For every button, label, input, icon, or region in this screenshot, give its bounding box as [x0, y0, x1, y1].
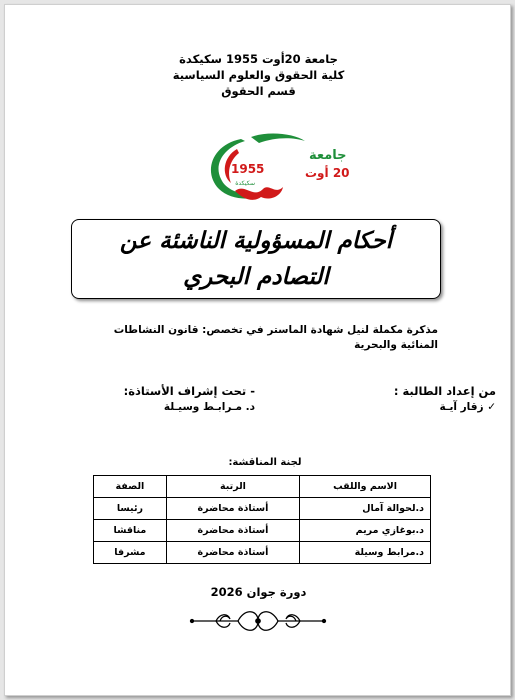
jury-label: لجنة المناقشة: — [228, 457, 302, 468]
university-header — [5, 51, 512, 99]
department-name: قسم الحقوق — [221, 84, 296, 98]
prepared-by-block — [296, 383, 496, 415]
column-header-role: الصفة — [94, 476, 167, 498]
document-page — [4, 4, 511, 696]
thesis-title: أحكام المسؤولية الناشئة عن التصادم البحري — [119, 227, 393, 290]
jury-member-role: رئيسا — [94, 498, 167, 520]
supervision-block — [55, 383, 255, 415]
jury-member-rank: أستاذة محاضرة — [166, 498, 299, 520]
table-row — [94, 520, 431, 542]
column-header-rank: الرتبة — [166, 476, 299, 498]
session-date: دورة جوان 2026 — [210, 585, 307, 599]
jury-member-role: مناقشا — [94, 520, 167, 542]
jury-member-name: د.لحوالة آمال — [300, 498, 431, 520]
faculty-name: كلية الحقوق والعلوم السياسية — [172, 68, 345, 82]
prepared-by-label: من إعداد الطالبة : — [393, 384, 496, 398]
jury-table — [93, 475, 431, 564]
svg-text:سكيكدة: سكيكدة — [235, 180, 255, 187]
svg-text:جامعة: جامعة — [309, 148, 347, 163]
table-row — [94, 498, 431, 520]
jury-member-role: مشرفا — [94, 542, 167, 564]
supervisor-name: د. مـرابـط وسيـلة — [163, 401, 255, 413]
jury-member-name: د.بوغازي مريم — [300, 520, 431, 542]
logo-year: 1955 — [231, 162, 265, 176]
supervision-label: - تحت إشراف الأستاذة: — [123, 384, 255, 398]
thesis-subtitle: مذكرة مكملة لنيل شهادة الماستر في تخصص: قانون النشاطات المنائية والبحرية — [113, 324, 438, 351]
thesis-title-box — [71, 219, 441, 299]
jury-member-rank: أستاذة محاضرة — [166, 542, 299, 564]
column-header-name: الاسم واللقب — [300, 476, 431, 498]
decorative-ornament-icon — [188, 603, 328, 639]
jury-member-rank: أستاذة محاضرة — [166, 520, 299, 542]
table-row — [94, 542, 431, 564]
university-logo — [197, 127, 350, 205]
student-name: ✓ زقار آيـة — [439, 401, 496, 413]
jury-member-name: د.مرابط وسيلة — [300, 542, 431, 564]
svg-text:20 أوت: 20 أوت — [305, 166, 350, 180]
university-name: جامعة 20أوت 1955 سكيكدة — [179, 52, 338, 66]
jury-table-header — [94, 476, 431, 498]
